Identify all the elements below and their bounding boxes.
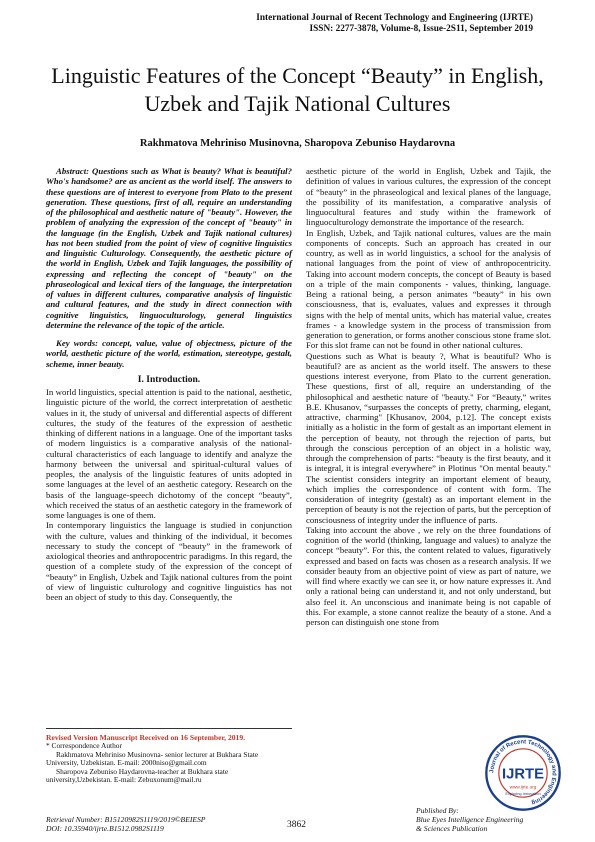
author-line: Rakhmatova Mehriniso Musinovna, Sharopova Zebuniso Haydarovna <box>139 138 456 149</box>
logo-ring-text: Journal of Recent Technology and Engineering <box>489 739 557 806</box>
paragraph: In English, Uzbek, and Tajik national cultures, values are the main components of concepts. Such an approach has created in our country, as well as in world linguistics, a school for the analysis of national languages from the point of view of anthropocentricity. Taking into account modern concepts, the concept of Beauty is based on a triple of the main components - values, thinking, language. Being a rational being, a person animates “beauty” in his own consciousness, that is, evaluates, values and expresses it through signs with the help of mental units, which has material value, creates frames - a knowledge system in the process of transmission from generation to generation, or forms another conscious stone frame slot. For this slot frame can not be found in other national cultures. <box>306 227 551 351</box>
author2-note: Sharopova Zebuniso Haydarovna-teacher at Bukhara state university,Uzbekistan. E-mail: Zebuxonum@mail.ru <box>46 766 229 785</box>
left-column <box>46 166 292 602</box>
paragraph: aesthetic picture of the world in English, Uzbek and Tajik, the definition of values in various cultures, the expression of the concept of “beauty” in the phraseological and lexical planes of the language, the possibility of its manifestation, a comparative analysis of linguocultural features and study within the framework of linguoculturology demonstrate the importance of the research. <box>306 166 551 228</box>
journal-logo <box>484 734 562 812</box>
issn-header: ISSN: 2277-3878, Volume-8, Issue-2S11, September 2019 <box>309 24 533 34</box>
paragraph: In world linguistics, special attention is paid to the national, aesthetic, linguistic picture of the world, the correct interpretation of aesthetic values in it, the study of universal and differential aspects of different cultures, the study of the features of the expression of aesthetic thinking of different nations in a language. One of the important tasks of modern linguistics is a comparative analysis of the national-cultural characteristics of each language to identify and analyze the harmony between the universal and spiritual-cultural values of peoples, the analysis of the linguistic features of units adopted in some languages at the level of an aesthetic category. Research on the basis of the language-speech dichotomy of the concept “beauty”, which received the status of an aesthetic category in the framework of some languages is one of them. <box>46 387 292 520</box>
logo-abbr: IJRTE <box>502 766 544 783</box>
paragraph: In contemporary linguistics the language is studied in conjunction with the culture, values and thinking of the individual, it becomes necessary to study the concept of “beauty” in the framework of axiological theories and anthropocentric paradigms. In this regard, the question of a complete study of the expression of the concept of “beauty” in English, Uzbek and Tajik national cultures from the point of view of linguistic culturology and cognitive linguistics has not been an object of study to this day. Consequently, the <box>46 520 292 602</box>
logo-tagline: www.ijrte.org <box>509 784 537 790</box>
keywords: Key words: concept, value, value of objectness, picture of the world, aesthetic picture of the world, estimation, stereotype, gestalt, scheme, inner beauty. <box>46 338 292 369</box>
publisher-2: & Sciences Publication <box>416 824 488 833</box>
footer-left <box>46 815 205 833</box>
logo-tagline-2: Exploring Innovation <box>505 790 541 796</box>
correspondence-note: * Correspondence Author <box>46 741 122 750</box>
received-note: Revised Version Manuscript Received on 16 September, 2019. <box>46 733 246 742</box>
journal-header: International Journal of Recent Technology and Engineering (IJRTE) <box>256 13 533 23</box>
author1-note: Rakhmatova Mehriniso Musinovna- senior lecturer at Bukhara State University, Uzbekistan. E-mail: 2000niso@gmail.com <box>46 749 259 768</box>
publisher: Blue Eyes Intelligence Engineering <box>416 815 524 824</box>
paper-title: Linguistic Features of the Concept “Beauty” in English, Uzbek and Tajik National Cultures <box>51 63 544 116</box>
retrieval-number: Retrieval Number: B15120982S1119/2019©BEIESP <box>46 815 206 824</box>
right-column <box>306 166 551 627</box>
page-number: 3862 <box>287 820 306 830</box>
section-heading: I. Introduction. <box>137 374 201 385</box>
paragraph: Questions such as What is beauty ?, What is beautiful? Who is beautiful? are as ancient as the world itself. The answers to these questions interest everyone, from Plato to the current generation. These questions, first of all, require an understanding of the philosophical and aesthetic nature of "beauty." For “Beauty,” writes B.E. Khusanov, “surpasses the concepts of pretty, charming, elegant, attractive, charming" [Khusanov, 2004, p.12]. The concept exists initially as a holistic in the form of gestalt as an important element in the perception of beauty, not through the rejection of parts, but through the conscious perception of an object in a holistic way, through the comprehension of parts: “beauty is the first beauty, and it is integral, it is integral everywhere” in Plotinus "On mental beauty." The scientist considers integrity an important element of beauty, which implies the correspondence of content with form. The consideration of integrity (gestalt) as an important element in the perception of beauty is not the rejection of parts, but the perception of consciousness of integrity under the influence of parts. <box>306 350 551 525</box>
doi: DOI: 10.35940/ijrte.B1512.0982S1119 <box>46 824 164 833</box>
abstract: Abstract: Questions such as What is beauty? What is beautiful? Who's handsome? are as ancient as the world itself. The answers to these questions are of interest to everyone from Plato to the present generation. These questions, first of all, require an understanding of the philosophical and aesthetic nature of "beauty". However, the problem of analyzing the expression of the concept of "beauty" in the language (in the English, Uzbek and Tajik national cultures) has not been studied from the point of view of cognitive linguistics and linguistic Culturology. Consequently, the aesthetic picture of the world in English, Uzbek and Tajik languages, the possibility of expressing and reflecting the concept of "beauty" on the phraseological and lexical tiers of the language, the interpretation of values in different cultures, comparative analysis of linguistic and cultural features, and the study in direct connection with cognitive linguistics, linguoculturology, general linguistics determine the relevance of the topic of the article. <box>46 166 292 330</box>
published-by: Published By: <box>416 806 459 815</box>
paragraph: Taking into account the above , we rely on the three foundations of cognition of the world (thinking, language and values) to analyze the concept “beauty”. For this, the content related to values, figuratively expressed and based on facts was chosen as a research analysis. If we consider beauty from an objective point of view as part of nature, we will find where exactly we can see it, or how nature expresses it. And only a rational being can understand it, and not only understand, but also feel it. An unconscious and inanimate being is not capable of this. For example, a stone cannot realize the beauty of a stone. And a person can distinguish one stone from <box>306 524 551 627</box>
footnotes <box>46 728 292 785</box>
